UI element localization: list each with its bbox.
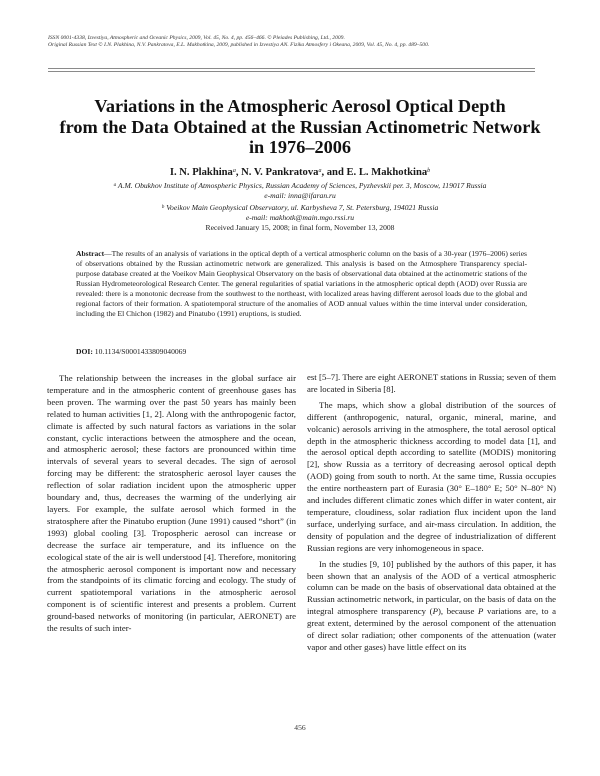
doi-label: DOI: <box>76 347 93 356</box>
doi-value[interactable]: 10.1134/S0001433809040069 <box>94 347 187 356</box>
abstract-text: The results of an analysis of variations in the optical depth of a vertical atmospheric column on the basis of a 30-year (1976–2006) series of observations obtained by the Russian actinometric network are generalized. This analysis is based on the Atmosphere Transparency special-purpose database created at the Voeikov Main Geophysical Observatory on the basis of observational data obtained at the actinometric stations of the Russian Hydrometeorological Research Center. The general regularities of spatial variations in the atmospheric optical depth (AOD) over Russia are revealed: there is a monotonic decrease from the southwest to the northeast, with localized areas having different aerosol loads due to the global and regional factors of their formation. A spatiotemporal structure of the anomalies of AOD annual values within the time interval under consideration, including the El Chichon (1982) and Pinatubo (1991) eruptions, is studied. <box>76 249 527 319</box>
original-text-line: Original Russian Text © I.N. Plakhina, N.V. Pankratova, E.L. Makhotkina, 2009, published in Izvestiya AN. Fizika Atmosfery i Okeana, 2009, Vol. 45, No. 4, pp. 489–500. <box>48 42 430 49</box>
doi <box>76 347 186 357</box>
variable-p: P <box>432 606 438 617</box>
received-dates: Received January 15, 2008; in final form, November 13, 2008 <box>205 223 395 233</box>
body-paragraph: The relationship between the increases in the global surface air temperature and in the atmospheric content of greenhouse gases has been proven. The warming over the past 50 years has mainly been related to human activities [1, 2]. Along with the anthropogenic factor, climate is affected by such natural factors as variations in the solar constant, cyclic interactions between the atmosphere and the ocean, and atmospheric aerosol; these factors are pronounced within time intervals of several years to several decades. The sign of aerosol forcing may be different: the stratospheric aerosol layer causes the reflection of solar radiation incident upon the atmospheric upper boundary and, thus, decreases the warming of the underlying air layers. For example, the sulfate aerosol which formed in the stratosphere after the Pinatubo eruption (June 1991) caused “short” (in 1993) global cooling [3]. Tropospheric aerosol can increase or decrease the surface air temperature, and its influence on the ecological state of the air is well understood [4]. Therefore, monitoring the atmospheric aerosol component is important now and necessary from the standpoints of its climatic forcing and ecology. The study of current spatiotemporal variations in the atmospheric aerosol component is of scientific interest and presents a problem. Current ground-based networks of monitoring (in particular, AERONET) are the results of such inter- <box>47 373 296 634</box>
author-name: N. V. Pankratova <box>241 167 319 178</box>
affiliations <box>40 180 560 233</box>
affiliation-a-email[interactable]: e-mail: inna@ifaran.ru <box>264 191 336 201</box>
body-paragraph: The maps, which show a global distribution of the sources of different (anthropogenic, natural, organic, mineral, marine, and volcanic) aerosols arriving in the atmosphere, the total aerosol optical depth in the atmospheric thickness according to model data [1], and the aerosol optical depth according to satellite (MODIS) monitoring [2], show Russia as a territory of decreasing aerosol optical depth (AOD) going from south to north. At the same time, Russia occupies the entire northeastern part of Eurasia (30° E–180° E; 50° N–80° N) and includes different climatic zones which differ in water content, air temperature, cloudiness, solar radiation flux incident upon the land surface, underlying surface, and air-mass circulation. In addition, the density of population and the degree of industrialization of different Russian regions are very inhomogeneous in space. <box>307 399 556 553</box>
title-line-3: in 1976–2006 <box>248 137 352 157</box>
author-separator: , and <box>321 167 347 178</box>
body-paragraph-continued: est [5–7]. There are eight AERONET stations in Russia; seven of them are located in Siberia [8]. <box>307 372 556 394</box>
journal-header <box>48 35 568 50</box>
abstract <box>76 249 527 319</box>
para-text: variations are, to a great extent, determined by the aerosol component of the attenuation of direct solar radiation; other components of the attenuation (water vapor and other gases) have little effect on its <box>307 606 557 652</box>
author-affil-mark: a <box>318 168 322 174</box>
para-text: In the studies [9, 10] published by the authors of this paper, it has been shown that an analysis of the AOD of a vertical atmospheric column can be made on the basis of observational data obtained at the Russian actinometric network, in particular, on the basis of data on the integral atmosphere transparency ( <box>307 558 556 617</box>
abstract-dash: — <box>104 249 112 258</box>
affil-mark: a <box>113 182 117 188</box>
affiliation-b-email[interactable]: e-mail: makhotk@main.mgo.rssi.ru <box>245 212 355 222</box>
paper-title <box>40 96 560 158</box>
author-affil-mark: a <box>232 168 236 174</box>
affil-text: A.M. Obukhov Institute of Atmospheric Physics, Russian Academy of Sciences, Pyzhevskii per. 3, Moscow, 119017 Russia <box>117 181 487 190</box>
affiliation-a <box>40 180 560 191</box>
author-affil-mark: b <box>427 168 431 174</box>
author-name: E. L. Makhotkina <box>346 167 428 178</box>
abstract-label: Abstract <box>76 249 105 258</box>
author-list <box>40 165 560 179</box>
body-column-right <box>307 372 556 654</box>
body-paragraph <box>307 559 556 654</box>
affil-text: Voeikov Main Geophysical Observatory, ul. Karbysheva 7, St. Petersburg, 194021 Russia <box>166 202 439 212</box>
para-text: ), because <box>437 606 479 617</box>
author-name: I. N. Plakhina <box>169 167 233 178</box>
author-separator: , <box>235 167 242 178</box>
title-line-2: from the Data Obtained at the Russian Actinometric Network <box>59 116 541 137</box>
variable-p: P <box>478 606 484 617</box>
header-rule-top <box>48 68 535 69</box>
affiliation-b <box>40 202 560 213</box>
title-line-1: Variations in the Atmospheric Aerosol Optical Depth <box>94 96 506 116</box>
body-column-left <box>47 373 296 635</box>
page-number: 456 <box>294 723 306 732</box>
journal-citation-line: ISSN 0001-4338, Izvestiya, Atmospheric and Oceanic Physics, 2009, Vol. 45, No. 4, pp. 456–466. © Pleiades Publishing, Ltd., 2009. <box>48 35 345 41</box>
affil-mark: b <box>161 203 165 210</box>
header-rule-bottom <box>48 71 535 72</box>
